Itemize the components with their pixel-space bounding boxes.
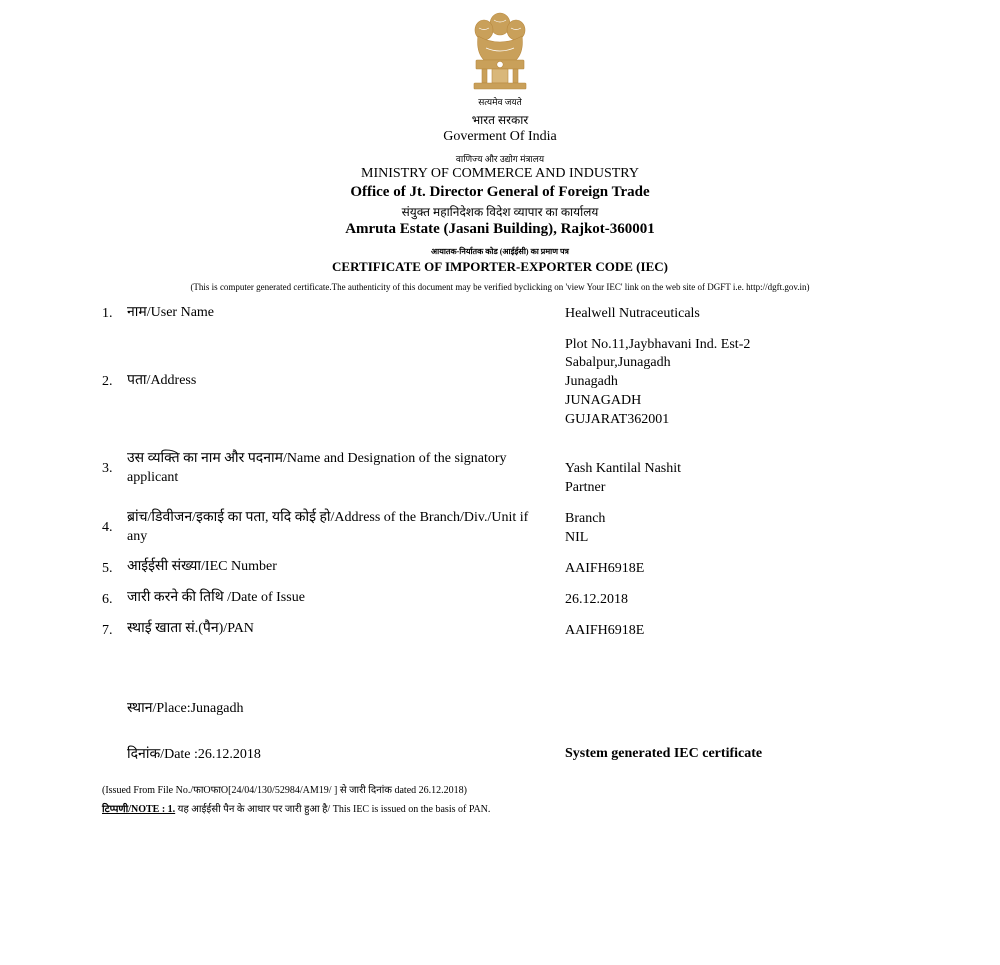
field-value-signatory-name: Yash Kantilal Nashit	[565, 461, 682, 476]
field-value-branch-address: NIL	[565, 530, 589, 545]
hindi-government-heading: भारत सरकार	[471, 113, 529, 127]
field-label-user-name: नाम/User Name	[127, 305, 215, 320]
field-value-branch-type: Branch	[565, 511, 606, 526]
field-number: 4.	[102, 520, 113, 535]
field-value-iec-number: AAIFH6918E	[565, 561, 645, 576]
place: स्थान/Place:Junagadh	[127, 701, 244, 716]
hindi-office-heading: संयुक्त महानिदेशक विदेश व्यापार का कार्यालय	[401, 205, 599, 219]
issued-from-file: (Issued From File No./फाOफाO[24/04/130/52984/AM19/ ] से जारी दिनांक dated 26.12.2018)	[102, 785, 467, 796]
ministry-heading: MINISTRY OF COMMERCE AND INDUSTRY	[361, 166, 639, 181]
verification-disclaimer: (This is computer generated certificate.The authenticity of this document may be verified byclicking on 'view Your IEC' link on the web site of DGFT i.e. http://dgft.gov.in)	[190, 282, 810, 292]
pan-note	[102, 801, 490, 815]
field-label-address: पता/Address	[127, 373, 197, 388]
system-generated-label: System generated IEC certificate	[565, 746, 763, 761]
national-emblem	[462, 8, 538, 98]
office-address: Amruta Estate (Jasani Building), Rajkot-360001	[345, 221, 655, 237]
field-value-address-line: GUJARAT362001	[565, 412, 670, 427]
hindi-ministry-heading: वाणिज्य और उद्योग मंत्रालय	[455, 154, 545, 164]
emblem-motto: सत्यमेव जयते	[478, 97, 522, 107]
field-value-date-of-issue: 26.12.2018	[565, 592, 628, 607]
field-value-address-line: JUNAGADH	[565, 393, 642, 408]
field-number: 2.	[102, 374, 113, 389]
field-label-date-of-issue: जारी करने की तिथि /Date of Issue	[127, 590, 305, 605]
certificate-date: दिनांक/Date :26.12.2018	[127, 747, 261, 762]
field-label-branch-address: ब्रांच/डिवीजन/इकाई का पता, यदि कोई हो/Address of the Branch/Div./Unit if any	[127, 510, 529, 544]
office-heading: Office of Jt. Director General of Foreign Trade	[350, 184, 650, 200]
hindi-certificate-title: आयातक-निर्यातक कोड (आईईसी) का प्रमाण पत्र	[431, 247, 569, 256]
field-label-iec-number: आईईसी संख्या/IEC Number	[127, 559, 277, 574]
field-number: 3.	[102, 461, 113, 476]
note-label: टिप्पणी/NOTE : 1.	[102, 804, 176, 815]
field-value-address-line: Plot No.11,Jaybhavani Ind. Est-2	[565, 337, 751, 352]
field-value-user-name: Healwell Nutraceuticals	[565, 306, 700, 321]
field-value-address-line: Sabalpur,Junagadh	[565, 355, 671, 370]
field-number: 7.	[102, 623, 113, 638]
government-heading: Goverment Of India	[443, 129, 557, 144]
note-text: यह आईईसी पैन के आधार पर जारी हुआ है/ This IEC is issued on the basis of PAN.	[175, 804, 491, 815]
field-label-pan: स्थाई खाता सं.(पैन)/PAN	[127, 621, 254, 636]
field-number: 6.	[102, 592, 113, 607]
field-value-signatory-designation: Partner	[565, 480, 606, 495]
certificate-title: CERTIFICATE OF IMPORTER-EXPORTER CODE (IEC)	[332, 259, 668, 274]
field-value-address-line: Junagadh	[565, 374, 618, 389]
field-label-signatory: उस व्यक्ति का नाम और पदनाम/Name and Designation of the signatory applicant	[127, 451, 507, 485]
field-number: 5.	[102, 561, 113, 576]
field-number: 1.	[102, 306, 113, 321]
field-value-pan: AAIFH6918E	[565, 623, 645, 638]
